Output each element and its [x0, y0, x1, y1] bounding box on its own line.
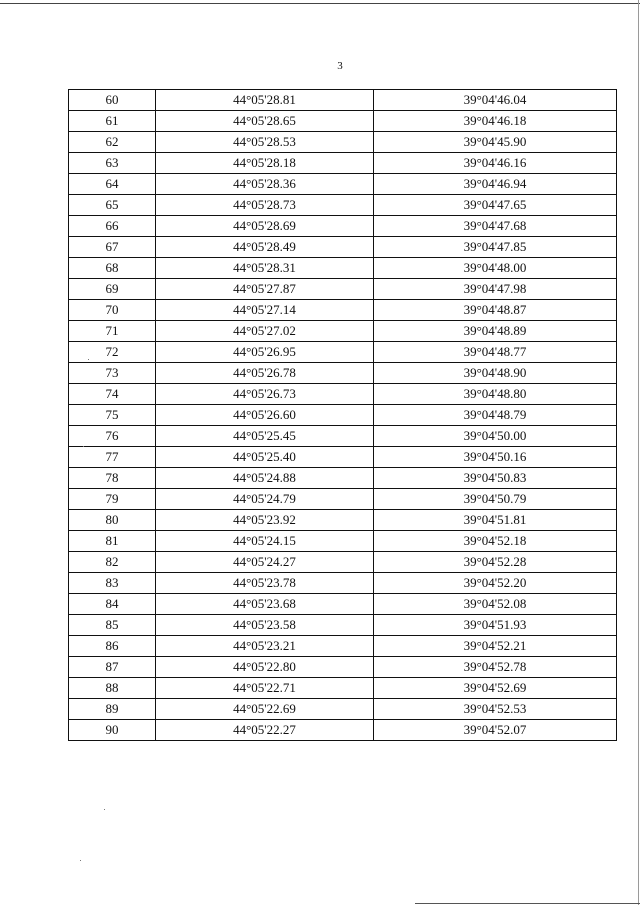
table-row	[69, 678, 617, 699]
table-row	[69, 321, 617, 342]
point-number-cell: 61	[69, 111, 156, 132]
point-number-cell: 74	[69, 384, 156, 405]
longitude-cell: 39°04'47.85	[374, 237, 617, 258]
longitude-cell: 39°04'52.20	[374, 573, 617, 594]
longitude-cell: 39°04'50.00	[374, 426, 617, 447]
scan-speck	[83, 446, 84, 447]
table-row	[69, 657, 617, 678]
longitude-cell: 39°04'48.79	[374, 405, 617, 426]
table-row	[69, 363, 617, 384]
longitude-cell: 39°04'48.77	[374, 342, 617, 363]
latitude-cell: 44°05'25.45	[156, 426, 374, 447]
latitude-cell: 44°05'26.73	[156, 384, 374, 405]
table-row	[69, 111, 617, 132]
latitude-cell: 44°05'24.15	[156, 531, 374, 552]
scan-speck	[104, 809, 105, 810]
longitude-cell: 39°04'52.53	[374, 699, 617, 720]
longitude-cell: 39°04'52.69	[374, 678, 617, 699]
point-number-cell: 81	[69, 531, 156, 552]
point-number-cell: 82	[69, 552, 156, 573]
scan-speck	[80, 860, 81, 861]
longitude-cell: 39°04'50.83	[374, 468, 617, 489]
page-number: 3	[337, 60, 343, 72]
point-number-cell: 78	[69, 468, 156, 489]
longitude-cell: 39°04'47.98	[374, 279, 617, 300]
latitude-cell: 44°05'28.49	[156, 237, 374, 258]
latitude-cell: 44°05'23.92	[156, 510, 374, 531]
latitude-cell: 44°05'24.79	[156, 489, 374, 510]
table-row	[69, 195, 617, 216]
latitude-cell: 44°05'26.95	[156, 342, 374, 363]
latitude-cell: 44°05'28.36	[156, 174, 374, 195]
table-row	[69, 258, 617, 279]
table-row	[69, 489, 617, 510]
point-number-cell: 79	[69, 489, 156, 510]
longitude-cell: 39°04'46.18	[374, 111, 617, 132]
longitude-cell: 39°04'51.93	[374, 615, 617, 636]
table-row	[69, 237, 617, 258]
point-number-cell: 68	[69, 258, 156, 279]
point-number-cell: 76	[69, 426, 156, 447]
longitude-cell: 39°04'46.16	[374, 153, 617, 174]
table-row	[69, 636, 617, 657]
latitude-cell: 44°05'28.81	[156, 90, 374, 111]
table-row	[69, 300, 617, 321]
latitude-cell: 44°05'28.31	[156, 258, 374, 279]
point-number-cell: 72	[69, 342, 156, 363]
latitude-cell: 44°05'23.58	[156, 615, 374, 636]
table-row	[69, 342, 617, 363]
scan-speck	[88, 359, 89, 360]
latitude-cell: 44°05'27.02	[156, 321, 374, 342]
latitude-cell: 44°05'28.69	[156, 216, 374, 237]
latitude-cell: 44°05'22.27	[156, 720, 374, 741]
coordinates-table-body	[69, 90, 617, 741]
point-number-cell: 69	[69, 279, 156, 300]
longitude-cell: 39°04'46.94	[374, 174, 617, 195]
table-row	[69, 174, 617, 195]
table-row	[69, 615, 617, 636]
longitude-cell: 39°04'50.16	[374, 447, 617, 468]
longitude-cell: 39°04'48.80	[374, 384, 617, 405]
table-row	[69, 594, 617, 615]
point-number-cell: 77	[69, 447, 156, 468]
point-number-cell: 88	[69, 678, 156, 699]
latitude-cell: 44°05'24.27	[156, 552, 374, 573]
longitude-cell: 39°04'45.90	[374, 132, 617, 153]
point-number-cell: 80	[69, 510, 156, 531]
latitude-cell: 44°05'22.80	[156, 657, 374, 678]
latitude-cell: 44°05'23.78	[156, 573, 374, 594]
longitude-cell: 39°04'52.21	[374, 636, 617, 657]
table-row	[69, 426, 617, 447]
table-row	[69, 468, 617, 489]
point-number-cell: 85	[69, 615, 156, 636]
longitude-cell: 39°04'52.07	[374, 720, 617, 741]
point-number-cell: 60	[69, 90, 156, 111]
scan-edge-bottom	[415, 903, 640, 904]
longitude-cell: 39°04'48.89	[374, 321, 617, 342]
point-number-cell: 65	[69, 195, 156, 216]
table-row	[69, 132, 617, 153]
longitude-cell: 39°04'52.18	[374, 531, 617, 552]
table-row	[69, 216, 617, 237]
longitude-cell: 39°04'47.65	[374, 195, 617, 216]
point-number-cell: 73	[69, 363, 156, 384]
latitude-cell: 44°05'23.21	[156, 636, 374, 657]
table-row	[69, 720, 617, 741]
longitude-cell: 39°04'47.68	[374, 216, 617, 237]
longitude-cell: 39°04'46.04	[374, 90, 617, 111]
latitude-cell: 44°05'26.78	[156, 363, 374, 384]
point-number-cell: 84	[69, 594, 156, 615]
longitude-cell: 39°04'51.81	[374, 510, 617, 531]
longitude-cell: 39°04'52.08	[374, 594, 617, 615]
latitude-cell: 44°05'28.65	[156, 111, 374, 132]
table-row	[69, 552, 617, 573]
table-row	[69, 90, 617, 111]
table-row	[69, 153, 617, 174]
latitude-cell: 44°05'28.73	[156, 195, 374, 216]
scan-edge-right	[638, 0, 639, 905]
latitude-cell: 44°05'25.40	[156, 447, 374, 468]
point-number-cell: 64	[69, 174, 156, 195]
longitude-cell: 39°04'50.79	[374, 489, 617, 510]
latitude-cell: 44°05'24.88	[156, 468, 374, 489]
longitude-cell: 39°04'48.90	[374, 363, 617, 384]
point-number-cell: 71	[69, 321, 156, 342]
point-number-cell: 89	[69, 699, 156, 720]
latitude-cell: 44°05'28.53	[156, 132, 374, 153]
table-row	[69, 699, 617, 720]
point-number-cell: 67	[69, 237, 156, 258]
longitude-cell: 39°04'52.28	[374, 552, 617, 573]
latitude-cell: 44°05'27.14	[156, 300, 374, 321]
latitude-cell: 44°05'22.71	[156, 678, 374, 699]
point-number-cell: 66	[69, 216, 156, 237]
latitude-cell: 44°05'22.69	[156, 699, 374, 720]
scan-edge-top	[0, 3, 640, 4]
table-row	[69, 384, 617, 405]
table-row	[69, 447, 617, 468]
longitude-cell: 39°04'48.87	[374, 300, 617, 321]
coordinates-table	[68, 89, 617, 741]
point-number-cell: 87	[69, 657, 156, 678]
latitude-cell: 44°05'26.60	[156, 405, 374, 426]
latitude-cell: 44°05'27.87	[156, 279, 374, 300]
table-row	[69, 405, 617, 426]
point-number-cell: 90	[69, 720, 156, 741]
table-row	[69, 510, 617, 531]
point-number-cell: 86	[69, 636, 156, 657]
table-row	[69, 531, 617, 552]
longitude-cell: 39°04'52.78	[374, 657, 617, 678]
longitude-cell: 39°04'48.00	[374, 258, 617, 279]
latitude-cell: 44°05'23.68	[156, 594, 374, 615]
latitude-cell: 44°05'28.18	[156, 153, 374, 174]
point-number-cell: 63	[69, 153, 156, 174]
table-row	[69, 279, 617, 300]
table-row	[69, 573, 617, 594]
point-number-cell: 83	[69, 573, 156, 594]
point-number-cell: 62	[69, 132, 156, 153]
point-number-cell: 70	[69, 300, 156, 321]
point-number-cell: 75	[69, 405, 156, 426]
